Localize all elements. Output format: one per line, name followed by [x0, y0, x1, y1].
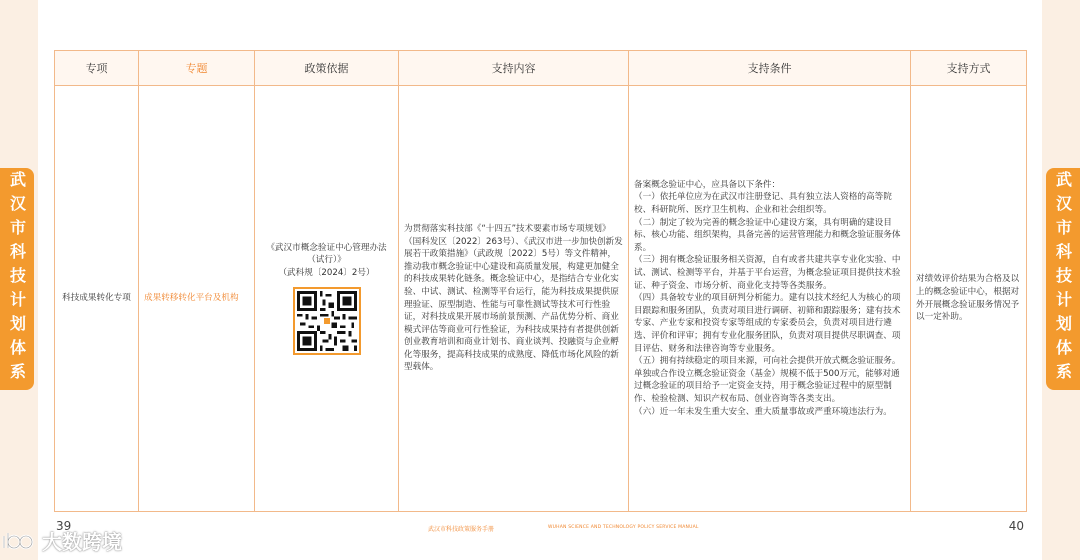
side-label-right-text: 武汉市科技计划体系	[1053, 171, 1073, 387]
condition-item: （六）近一年未发生重大安全、重大质量事故或严重环境违法行为。	[634, 406, 892, 417]
manual-title-en: WUHAN SCIENCE AND TECHNOLOGY POLICY SERVICE MANUAL	[548, 525, 699, 530]
side-label-right	[1046, 168, 1080, 390]
condition-item: （二）制定了较为完善的概念验证中心建设方案，具有明确的建设目标、核心功能、组织架构，具备完善的运营管理能力和概念验证服务体系。	[634, 217, 901, 253]
side-label-left	[0, 168, 34, 390]
condition-item: （三）拥有概念验证服务相关资源，自有或者共建共享专业化实验、中试、测试、检测等平台，并基于平台运营，为概念验证项目提供技术验证、种子资金、市场分析、商业化支持等各类服务。	[634, 255, 901, 291]
table-row	[55, 86, 1027, 512]
header-topic: 专题	[139, 51, 255, 86]
header-content: 支持内容	[399, 51, 629, 86]
basis-code: （武科规〔2024〕2号）	[278, 267, 375, 278]
cell-conditions	[629, 86, 911, 512]
condition-item: 备案概念验证中心，应具备以下条件：	[634, 179, 781, 190]
basis-title: 《武汉市概念验证中心管理办法（试行）》	[266, 242, 387, 266]
watermark-logo-icon	[0, 528, 40, 554]
cell-content: 为贯彻落实科技部《“十四五”技术要素市场专项规划》（国科发区〔2022〕263号）、《武汉市进一步加快创新发展若干政策措施》（武政规〔2022〕5号）等文件精神，推动我市概念验证中心建设和高质量发展，构建更加健全的科技成果转化链条。概念验证中心，是指结合专业化实验、中试、测试、检测等平台运行，能为科技成果提供原理验证、原型制造、性能与可靠性测试等技术可行性验证，对科技成果开展市场前景预测、产品优势分析、商业模式评估等商业可行性验证，为科技成果持有者提供创新创业教育培训和商业计划书、商业谈判、投融资与企业孵化等服务，提高科技成果的成熟度、降低市场化风险的新型载体。	[399, 86, 629, 512]
side-label-left-text: 武汉市科技计划体系	[7, 171, 27, 387]
header-special: 专项	[55, 51, 139, 86]
page-number-right: 40	[1008, 519, 1024, 533]
manual-title: 武汉市科技政策服务手册	[428, 526, 495, 533]
page-number-left: 39	[56, 519, 72, 533]
page-panel	[38, 0, 1042, 560]
cell-basis	[255, 86, 399, 512]
qr-code-icon[interactable]	[293, 287, 361, 355]
table-header-row	[55, 51, 1027, 86]
watermark	[0, 526, 122, 555]
header-conditions: 支持条件	[629, 51, 911, 86]
policy-table	[54, 50, 1027, 512]
watermark-text: 大数跨境	[42, 530, 122, 554]
header-basis: 政策依据	[255, 51, 399, 86]
cell-special: 科技成果转化专项	[55, 86, 139, 512]
condition-item: （五）拥有持续稳定的项目来源，可向社会提供开放式概念验证服务。单独或合作设立概念验证资金（基金）规模不低于500万元，能够对通过概念验证的项目给予一定资金支持，用于概念验证过程中的原型制作、检验检测、知识产权布局、创业咨询等各类支出。	[634, 356, 901, 404]
cell-method: 对绩效评价结果为合格及以上的概念验证中心，根据对外开展概念验证服务情况予以一定补助。	[911, 86, 1027, 512]
condition-item: （一）依托单位应为在武汉市注册登记、具有独立法人资格的高等院校、科研院所、医疗卫生机构、企业和社会组织等。	[634, 192, 892, 216]
cell-topic: 成果转移转化平台及机构	[139, 86, 255, 512]
condition-item: （四）具备较专业的项目研判分析能力。建有以技术经纪人为核心的项目跟踪和服务团队，负责对项目进行调研、初筛和跟踪服务；建有技术专家、产业专家和投资专家等组成的专家委员会，负责对项目进行遴选、评价和评审；拥有专业化服务团队，负责对项目提供尽职调查、项目评估、财务和法律咨询等专业服务。	[634, 293, 901, 354]
header-method: 支持方式	[911, 51, 1027, 86]
